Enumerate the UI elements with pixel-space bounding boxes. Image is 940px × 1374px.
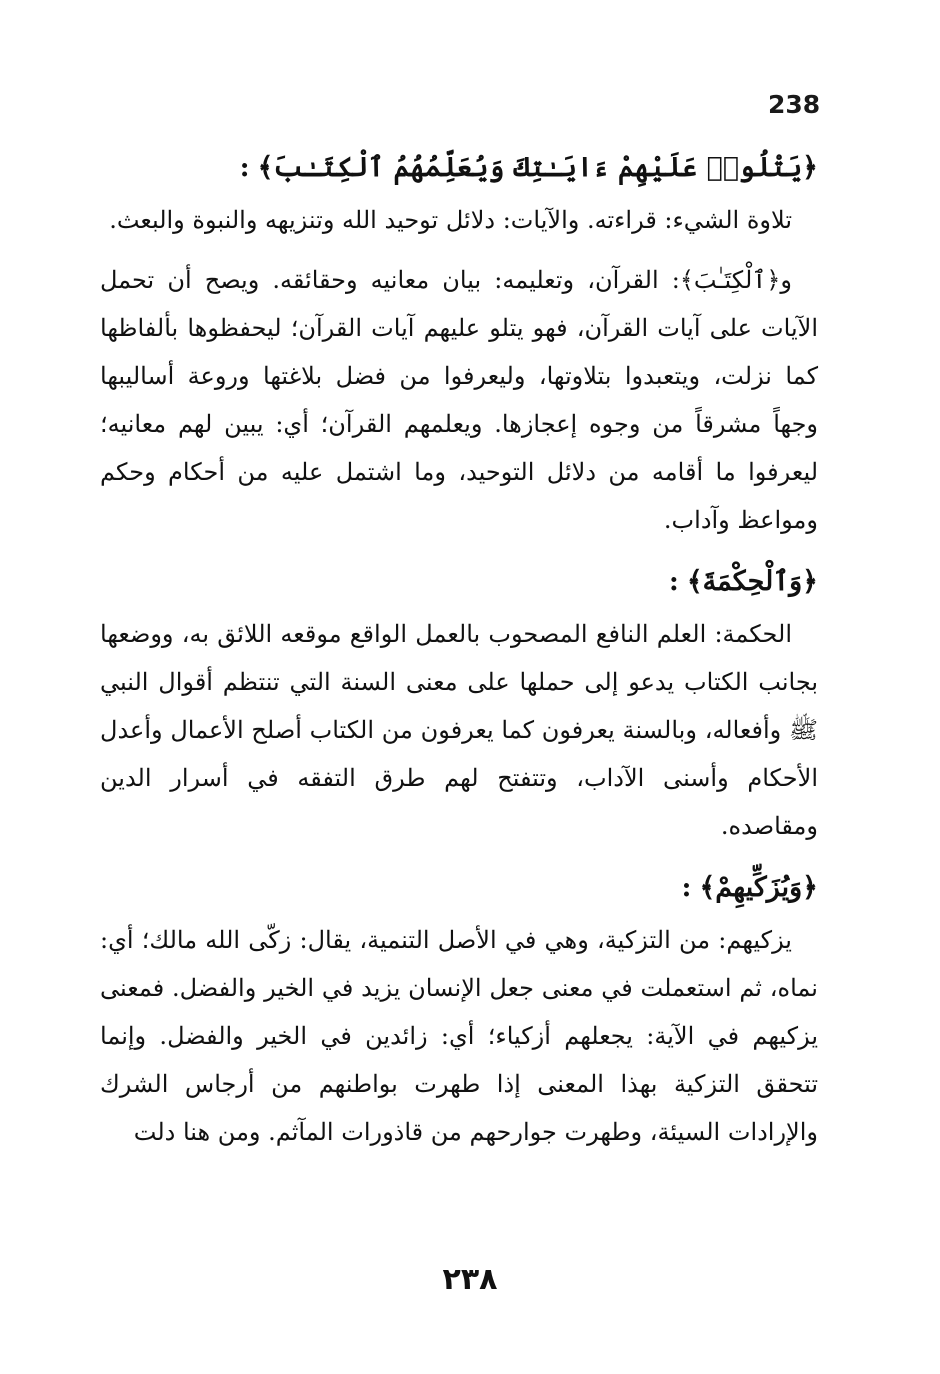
verse-heading (100, 862, 818, 914)
paragraph: الحكمة: العلم النافع المصحوب بالعمل الواقع موقعه اللائق به، ووضعها بجانب الكتاب يدعو إلى حملها على معنى السنة التي تنتظم أقوال النبي ﷺ وأفعاله، وبالسنة يعرفون كما يعرفون من الكتاب أصلح الأعمال وأعدل الأحكام وأسنى الآداب، وتتفتح لهم طرق التفقه في أسرار الدين ومقاصده. (100, 620, 819, 840)
page-number-top: 238 (768, 90, 821, 119)
verse-heading (100, 142, 818, 194)
heading-colon: : (668, 566, 679, 597)
verse-text: ﴿وَيُزَكِّيهِمْ﴾ (699, 872, 818, 903)
page-number-bottom: ٢٣٨ (442, 1262, 498, 1297)
page-content (100, 138, 818, 1168)
paragraph: يزكيهم: من التزكية، وهي في الأصل التنمية، يقال: زكّى الله مالك؛ أي: نماه، ثم استعملت في معنى جعل الإنسان يزيد في الخير والفضل. فمعنى يزكيهم في الآية: يجعلهم أزكياء؛ أي: زائدين في الخير والفضل. وإنما تتحقق التزكية بهذا المعنى إذا طهرت بواطنهم من أرجاس الشرك والإرادات السيئة، وطهرت جوارحهم من قاذورات المآثم. ومن هنا دلت (100, 926, 818, 1146)
heading-colon: : (681, 872, 692, 903)
verse-text: ﴿يَتْلُوا۟ عَلَيْهِمْ ءَايَـٰتِكَ وَيُعَلِّمُهُمُ ٱلْكِتَـٰبَ﴾ (257, 152, 818, 183)
verse-text: ﴿وَٱلْحِكْمَةَ﴾ (686, 566, 818, 597)
paragraph: و﴿ٱلْكِتَـٰبَ﴾: القرآن، وتعليمه: بيان معانيه وحقائقه. ويصح أن تحمل الآيات على آيات القرآن، فهو يتلو عليهم آيات القرآن؛ ليحفظوها بألفاظها كما نزلت، ويتعبدوا بتلاوتها، وليعرفوا من فضل بلاغتها وروعة أساليبها وجهاً مشرقاً من وجوه إعجازها. ويعلمهم القرآن؛ أي: يبين لهم معانيه؛ ليعرفوا ما أقامه من دلائل التوحيد، وما اشتمل عليه من أحكام وحكم ومواعظ وآداب. (100, 266, 819, 534)
heading-colon: : (239, 152, 250, 183)
paragraph: تلاوة الشيء: قراءته. والآيات: دلائل توحيد الله وتنزيهه والنبوة والبعث. (109, 206, 792, 234)
verse-heading (100, 556, 818, 608)
